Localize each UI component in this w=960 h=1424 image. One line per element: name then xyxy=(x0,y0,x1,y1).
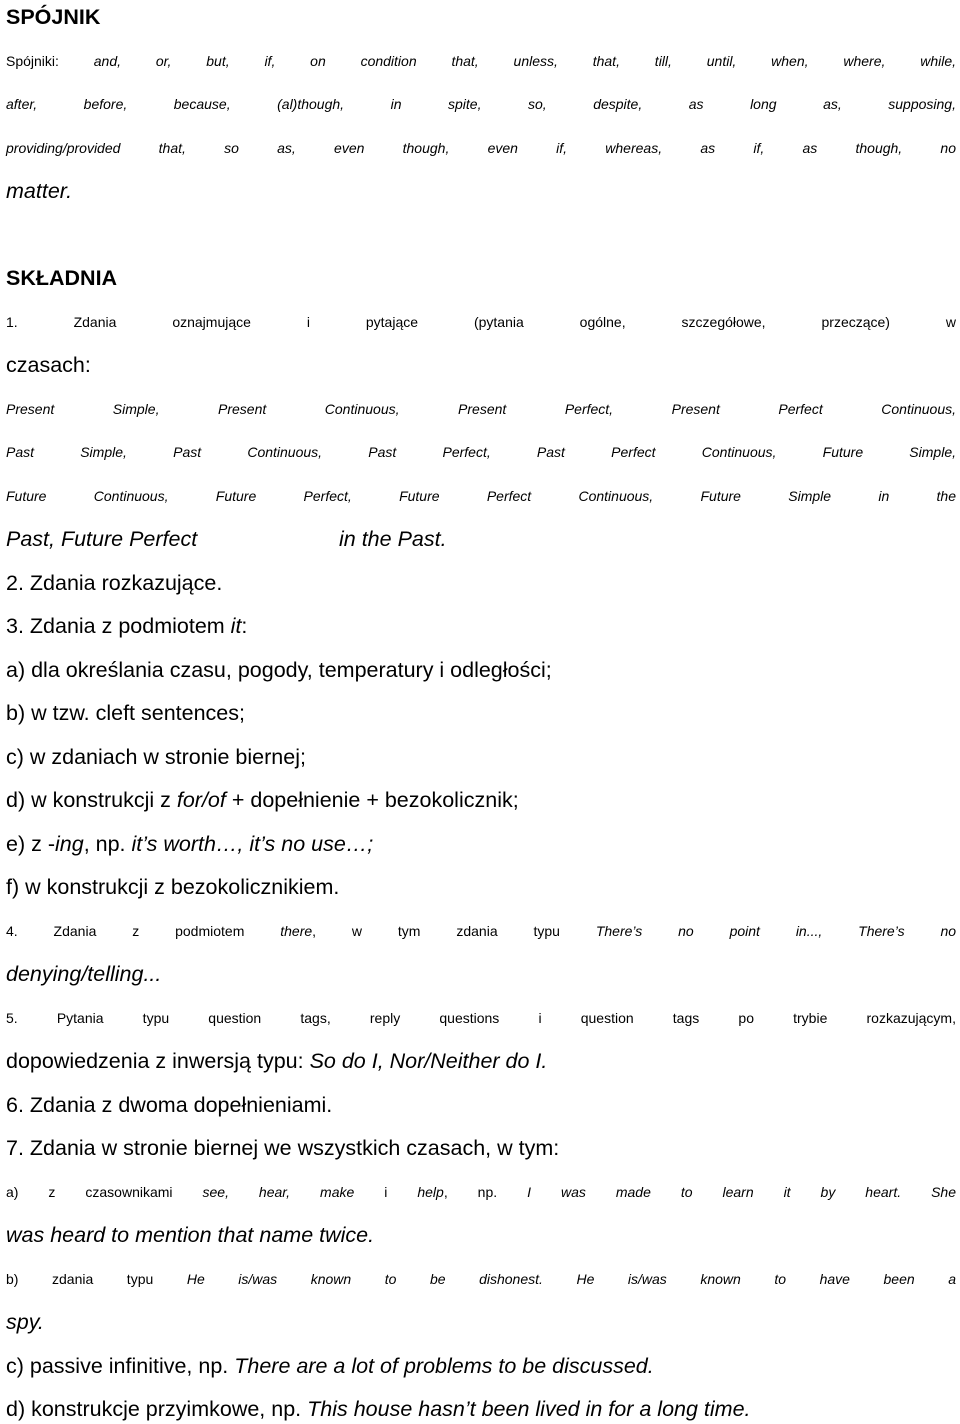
tenses-text-4a: Past, Future Perfect xyxy=(6,527,198,551)
item-3 xyxy=(6,613,247,639)
tenses-line-1 xyxy=(6,396,956,422)
item-1-line-2: czasach: xyxy=(6,353,91,377)
tenses-line-3 xyxy=(6,483,956,509)
item-3-pre: 3. Zdania z podmiotem xyxy=(6,614,231,638)
item-5-line-1: 5. Pytania typu question tags, reply questions i question tags po trybie rozkazującym, xyxy=(6,1010,956,1026)
item-3f: f) w konstrukcji z bezokolicznikiem. xyxy=(6,875,340,899)
item-4-line-1 xyxy=(6,918,956,944)
conjunctions-list-1: and, or, but, if, on condition that, unless, that, till, until, when, where, while, xyxy=(93,53,956,69)
conjunctions-list-3: providing/provided that, so as, even though, even if, whereas, as if, as though, no xyxy=(6,140,956,156)
item-5-line-2 xyxy=(6,1048,547,1074)
item-6: 6. Zdania z dwoma dopełnieniami. xyxy=(6,1093,333,1117)
item-4-pre: 4. Zdania z podmiotem xyxy=(6,923,281,939)
item-4-mid: , w tym zdania typu xyxy=(312,923,596,939)
tenses-text-4b: in the Past. xyxy=(339,527,447,551)
item-3e-italic: it’s worth…, it’s no use…; xyxy=(131,832,374,856)
item-3e-mid: , np. xyxy=(83,832,132,856)
heading-spojnik: SPÓJNIK xyxy=(6,5,101,29)
item-7a-pre: a) z czasownikami xyxy=(6,1184,203,1200)
conjunctions-label: Spójniki: xyxy=(6,53,59,69)
tenses-text-1: Present Simple, Present Continuous, Present Perfect, Present Perfect Continuous, xyxy=(6,401,956,417)
item-7a-and: i xyxy=(354,1184,418,1200)
item-3-it: it xyxy=(230,614,242,638)
item-4-there: there xyxy=(280,923,313,939)
item-4-example-2: denying/telling... xyxy=(6,962,162,986)
item-7b-line-2 xyxy=(6,1309,44,1335)
item-7a-help: help xyxy=(417,1184,444,1200)
item-7: 7. Zdania w stronie biernej we wszystkich czasach, w tym: xyxy=(6,1136,560,1160)
item-7a-line-1 xyxy=(6,1179,956,1205)
tenses-line-2 xyxy=(6,439,956,465)
item-5-pre: dopowiedzenia z inwersją typu: xyxy=(6,1049,310,1073)
item-4-example: There’s no point in..., There’s no xyxy=(595,923,957,939)
item-2: 2. Zdania rozkazujące. xyxy=(6,571,223,595)
conjunctions-line-3 xyxy=(6,135,956,161)
item-3d-pre: d) w konstrukcji z xyxy=(6,788,177,812)
tenses-text-3: Future Continuous, Future Perfect, Future Perfect Continuous, Future Simple in the xyxy=(6,488,956,504)
item-3a: a) dla określania czasu, pogody, temperatury i odległości; xyxy=(6,658,552,682)
item-3e-ing: ing xyxy=(54,832,84,856)
item-7a-example-2: was heard to mention that name twice. xyxy=(6,1223,375,1247)
item-7d xyxy=(6,1396,751,1422)
item-7c-pre: c) passive infinitive, np. xyxy=(6,1354,235,1378)
conjunctions-line-2 xyxy=(6,91,956,117)
item-3e-pre: e) z - xyxy=(6,832,55,856)
item-7c-example: There are a lot of problems to be discussed. xyxy=(234,1354,654,1378)
item-4-line-2 xyxy=(6,961,161,987)
heading-skladnia: SKŁADNIA xyxy=(6,266,118,290)
item-7a-line-2 xyxy=(6,1222,374,1248)
item-7d-pre: d) konstrukcje przyimkowe, np. xyxy=(6,1397,308,1421)
item-7a-np: , np. xyxy=(443,1184,528,1200)
conjunctions-list-2: after, before, because, (al)though, in spite, so, despite, as long as, supposing, xyxy=(6,96,956,112)
item-3e xyxy=(6,831,373,857)
conjunctions-line-1 xyxy=(6,48,956,74)
item-7b-line-1 xyxy=(6,1266,956,1292)
conjunctions-line-4 xyxy=(6,178,72,204)
conjunctions-list-4: matter. xyxy=(6,179,73,203)
item-7a-example-1: I was made to learn it by heart. She xyxy=(527,1184,956,1200)
item-1-line-1: 1. Zdania oznajmujące i pytające (pytania ogólne, szczegółowe, przeczące) w xyxy=(6,314,956,330)
tenses-line-4 xyxy=(6,526,447,552)
item-7d-example: This house hasn’t been lived in for a long time. xyxy=(307,1397,751,1421)
item-5-example: So do I, Nor/Neither do I. xyxy=(309,1049,548,1073)
item-3d-post: + dopełnienie + bezokolicznik; xyxy=(225,788,519,812)
item-7c xyxy=(6,1353,654,1379)
item-7b-pre: b) zdania typu xyxy=(6,1271,187,1287)
item-7a-verbs: see, hear, make xyxy=(202,1184,355,1200)
item-7b-example-2: spy. xyxy=(6,1310,44,1334)
tenses-text-2: Past Simple, Past Continuous, Past Perfect, Past Perfect Continuous, Future Simple, xyxy=(6,444,956,460)
item-7b-example-1: He is/was known to be dishonest. He is/was known to have been a xyxy=(186,1271,956,1287)
item-3d-italic: for/of xyxy=(176,788,226,812)
item-3-post: : xyxy=(241,614,248,638)
item-3b: b) w tzw. cleft sentences; xyxy=(6,701,245,725)
item-3c: c) w zdaniach w stronie biernej; xyxy=(6,745,306,769)
item-3d xyxy=(6,787,519,813)
